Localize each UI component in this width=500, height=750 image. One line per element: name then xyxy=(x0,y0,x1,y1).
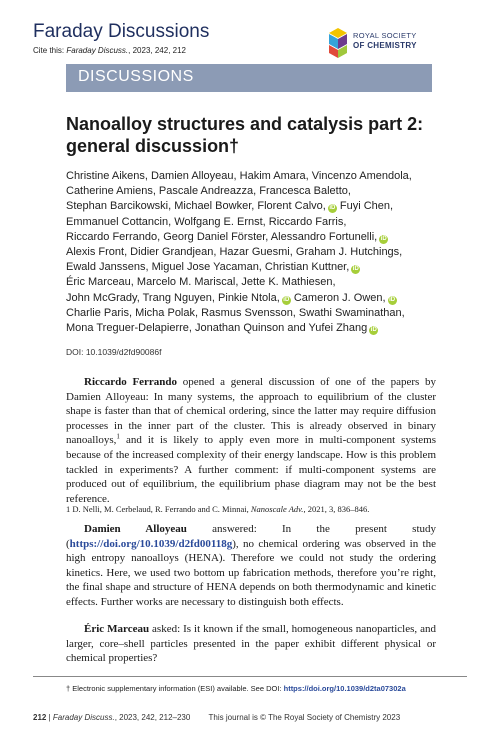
discussion-paragraph-1 xyxy=(66,375,436,506)
reference-item xyxy=(66,504,436,514)
discussion-paragraph-3 xyxy=(66,622,436,666)
footer-journal: Faraday Discuss. xyxy=(52,713,115,722)
author-line: Éric Marceau, Marcelo M. Mariscal, Jette K. Mathiesen, xyxy=(66,276,336,289)
author-line: Charlie Paris, Micha Polak, Rasmus Svensson, Swathi Swaminathan, xyxy=(66,306,405,319)
journal-title: Faraday Discussions xyxy=(33,21,210,42)
orcid-icon[interactable]: iD xyxy=(352,266,359,273)
footer-separator: | xyxy=(46,713,53,722)
esi-footnote xyxy=(66,684,446,693)
reference-marker[interactable]: 1 xyxy=(116,432,120,441)
page-number: 212 xyxy=(33,713,47,722)
footnote-text: † Electronic supplementary information (ESI) available. See DOI: xyxy=(66,684,284,693)
doi-link[interactable]: https://doi.org/10.1039/d2fd00118g xyxy=(69,537,233,550)
paragraph-text: asked: Is it known if the small, homogeneous nanoparticles, and larger, core–shell particles presented in the paper exhibit different physical or chemical properties? xyxy=(66,623,436,665)
orcid-icon[interactable]: iD xyxy=(389,296,396,303)
author-text: Mona Treguer-Delapierre, Jonathan Quinson and Yufei Zhang xyxy=(66,322,368,335)
copyright-notice: This journal is © The Royal Society of Chemistry 2023 xyxy=(208,713,401,722)
author-text: Cameron J. Owen, xyxy=(293,291,386,304)
cite-rest: , 2023, 242, 212 xyxy=(128,46,186,55)
reference-text: 1 D. Nelli, M. Cerbelaud, R. Ferrando and C. Minnai, xyxy=(66,504,251,514)
author-text: Riccardo Ferrando, Georg Daniel Förster, Alessandro Fortunelli, xyxy=(66,230,378,243)
author-line xyxy=(66,321,446,336)
orcid-icon[interactable]: iD xyxy=(370,327,377,334)
paragraph-text: ), no chemical ordering was observed in the high entropy nanoalloys (HENA). Therefore we could not study the ordering kinetics. Here, we used two bottom up fabrication methods, therefore you’re right, the final shape and structure of HENA depends on both thermodynamic and kinetic effects. Further works are necessary to distinguish both effects. xyxy=(66,537,436,608)
author-text: Stephan Barcikowski, Michael Bowker, Florent Calvo, xyxy=(66,200,326,213)
reference-rest: , 2021, 3, 836–846. xyxy=(303,504,370,514)
section-banner xyxy=(66,64,432,92)
author-text: John McGrady, Trang Nguyen, Pinkie Ntola, xyxy=(66,291,280,304)
author-line: Emmanuel Cottancin, Wolfgang E. Ernst, Riccardo Farris, xyxy=(66,215,347,228)
page-footer xyxy=(33,713,467,722)
author-text: Fuyi Chen, xyxy=(339,200,394,213)
footnote-rule xyxy=(33,676,467,677)
paragraph-text: opened a general discussion of one of the papers by Damien Alloyeau: In many systems, the approach to equilibrium of the cluster shape is faster than that of chemical ordering, since the latter may require diffusion processes in the inner part of the cluster. This is already observed in binary nanoalloys, xyxy=(66,376,436,447)
reference-journal: Nanoscale Adv. xyxy=(250,504,304,514)
section-banner-label: DISCUSSIONS xyxy=(78,68,194,85)
publisher-name xyxy=(353,31,417,51)
article-doi: DOI: 10.1039/d2fd90086f xyxy=(66,347,162,357)
publisher-line-1: ROYAL SOCIETY xyxy=(353,31,417,40)
article-title: Nanoalloy structures and catalysis part 2: general discussion† xyxy=(66,114,424,156)
orcid-icon[interactable]: iD xyxy=(329,205,336,212)
author-line: Alexis Front, Didier Grandjean, Hazar Guesmi, Graham J. Hutchings, xyxy=(66,246,403,259)
speaker-name: Éric Marceau xyxy=(84,623,150,635)
author-line xyxy=(66,230,446,245)
author-line: Christine Aikens, Damien Alloyeau, Hakim Amara, Vincenzo Amendola, xyxy=(66,170,412,182)
orcid-icon[interactable]: iD xyxy=(380,235,387,242)
discussion-paragraph-2 xyxy=(66,522,436,610)
citation xyxy=(33,46,186,55)
paragraph-text: and it is likely to apply even more in multi-component systems because of the increased complexity of their energy landscape. How is this problem tackled in experiments? A further comment: if multi-component systems are produced out of equilibrium, the equilibrium phase diagram may not be the best reference. xyxy=(66,434,436,505)
rsc-logo-icon xyxy=(327,27,349,59)
speaker-name: Riccardo Ferrando xyxy=(84,376,178,388)
publisher-logo[interactable] xyxy=(327,27,477,61)
author-list xyxy=(66,169,446,336)
paragraph-text: answered: In the present study ( xyxy=(66,523,436,550)
author-line: Catherine Amiens, Pascale Andreazza, Francesca Baletto, xyxy=(66,185,351,198)
footer-citation: , 2023, 242, 212–230 xyxy=(114,713,191,722)
author-text: Ewald Janssens, Miguel Jose Yacaman, Christian Kuttner, xyxy=(66,261,350,274)
orcid-icon[interactable]: iD xyxy=(283,296,290,303)
author-line xyxy=(66,199,446,214)
cite-journal: Faraday Discuss. xyxy=(66,46,129,55)
author-line xyxy=(66,291,446,306)
speaker-name: Damien Alloyeau xyxy=(84,523,187,535)
author-line xyxy=(66,260,446,275)
cite-label: Cite this: xyxy=(33,46,65,55)
publisher-line-2: OF CHEMISTRY xyxy=(353,41,417,50)
esi-doi-link[interactable]: https://doi.org/10.1039/d2ta07302a xyxy=(283,684,406,693)
